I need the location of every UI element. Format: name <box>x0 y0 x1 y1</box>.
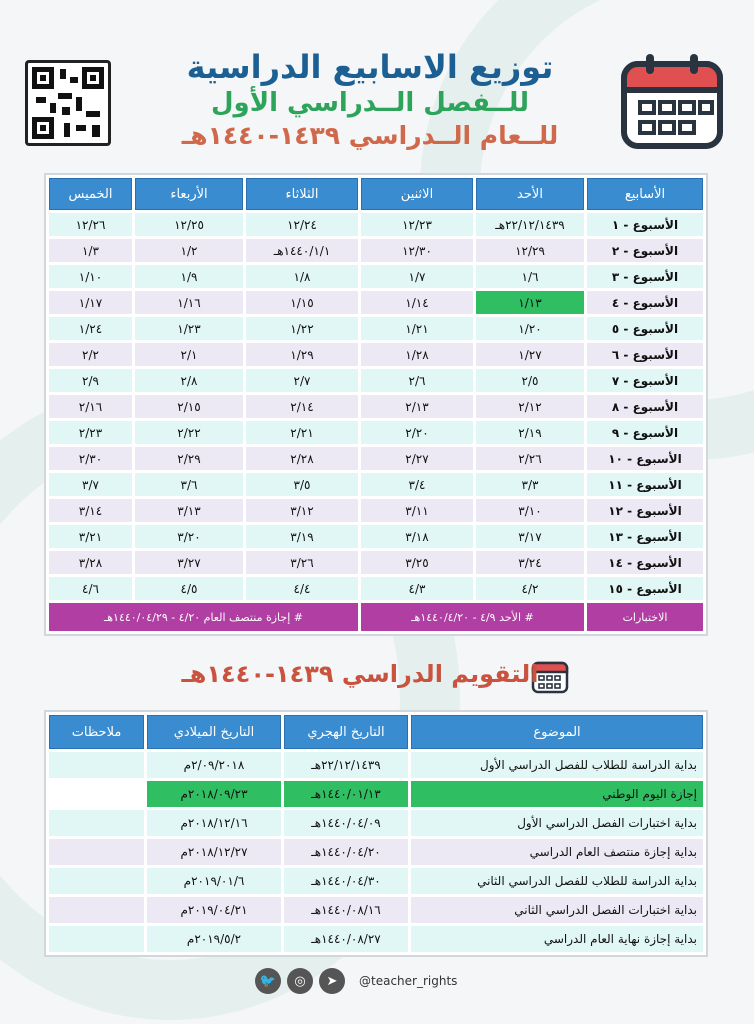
header-monday: الاثنين <box>361 178 473 210</box>
notes-cell <box>49 752 144 778</box>
date-cell: ٣/٢٦ <box>246 551 358 574</box>
date-cell: ٢/٢٣ <box>49 421 132 444</box>
hijri-date: ١٤٤٠/٠٨/٢٧هـ <box>284 926 408 952</box>
events-header-row <box>49 715 703 749</box>
notes-cell <box>49 810 144 836</box>
date-cell: ١/١٣ <box>476 291 584 314</box>
notes-cell <box>49 868 144 894</box>
date-cell: ٢/١٩ <box>476 421 584 444</box>
date-cell: ١٢/٢٤ <box>246 213 358 236</box>
date-cell: ٣/٢٧ <box>135 551 243 574</box>
title-line-1: توزيع الاسابيع الدراسية <box>186 48 554 86</box>
date-cell: ١/١٧ <box>49 291 132 314</box>
table-row <box>49 421 703 444</box>
table-row <box>49 473 703 496</box>
instagram-icon[interactable]: ◎ <box>287 968 313 994</box>
date-cell: ٣/١٩ <box>246 525 358 548</box>
weeks-header-row <box>49 178 703 210</box>
week-label: الأسبوع - ٧ <box>587 369 703 392</box>
event-topic: بداية إجازة نهاية العام الدراسي <box>411 926 703 952</box>
header-tuesday: الثلاثاء <box>246 178 358 210</box>
event-topic: بداية اختبارات الفصل الدراسي الأول <box>411 810 703 836</box>
date-cell: ٣/٧ <box>49 473 132 496</box>
date-cell: ٣/٢٤ <box>476 551 584 574</box>
date-cell: ٤/٤ <box>246 577 358 600</box>
date-cell: ٣/٢٠ <box>135 525 243 548</box>
table-row <box>49 499 703 522</box>
table-row <box>49 239 703 262</box>
date-cell: ٢/١٣ <box>361 395 473 418</box>
date-cell: ١/٢٣ <box>135 317 243 340</box>
table-row <box>49 447 703 470</box>
date-cell: ٣/١٠ <box>476 499 584 522</box>
date-cell: ٢/٩ <box>49 369 132 392</box>
notes-cell <box>49 897 144 923</box>
table-row <box>49 868 703 894</box>
date-cell: ١/٢٨ <box>361 343 473 366</box>
weeks-table <box>44 173 708 636</box>
date-cell: ٢/١ <box>135 343 243 366</box>
date-cell: ١/٢٩ <box>246 343 358 366</box>
header-wednesday: الأربعاء <box>135 178 243 210</box>
date-cell: ١/٨ <box>246 265 358 288</box>
date-cell: ١/٢٧ <box>476 343 584 366</box>
date-cell: ٤/٢ <box>476 577 584 600</box>
date-cell: ٣/٢٥ <box>361 551 473 574</box>
table-row <box>49 317 703 340</box>
title-line-3: للــعام الــدراسي ١٤٣٩-١٤٤٠هـ <box>181 121 559 150</box>
week-label: الأسبوع - ٦ <box>587 343 703 366</box>
event-topic: بداية الدراسة للطلاب للفصل الدراسي الثاني <box>411 868 703 894</box>
date-cell: ١/٢٤ <box>49 317 132 340</box>
date-cell: ١/٢٢ <box>246 317 358 340</box>
week-label: الأسبوع - ٩ <box>587 421 703 444</box>
date-cell: ٣/٦ <box>135 473 243 496</box>
date-cell: ٤/٥ <box>135 577 243 600</box>
date-cell: ٢/٦ <box>361 369 473 392</box>
hijri-date: ١٤٤٠/٠٤/٠٩هـ <box>284 810 408 836</box>
date-cell: ٢/١٤ <box>246 395 358 418</box>
qr-code <box>25 60 111 146</box>
table-row <box>49 752 703 778</box>
table-row <box>49 525 703 548</box>
date-cell: ٣/٢١ <box>49 525 132 548</box>
event-topic: بداية إجازة منتصف العام الدراسي <box>411 839 703 865</box>
date-cell: ١٢/٢٩ <box>476 239 584 262</box>
week-label: الأسبوع - ١٠ <box>587 447 703 470</box>
header-topic: الموضوع <box>411 715 703 749</box>
event-topic: بداية الدراسة للطلاب للفصل الدراسي الأول <box>411 752 703 778</box>
header-notes: ملاحظات <box>49 715 144 749</box>
calendar-icon <box>620 52 724 150</box>
header-sunday: الأحد <box>476 178 584 210</box>
date-cell: ١/١٥ <box>246 291 358 314</box>
date-cell: ١٤٤٠/١/١هـ <box>246 239 358 262</box>
week-label: الأسبوع - ١٤ <box>587 551 703 574</box>
table-row <box>49 577 703 600</box>
notes-cell <box>49 839 144 865</box>
table-row <box>49 291 703 314</box>
date-cell: ٣/٤ <box>361 473 473 496</box>
header-weeks: الأسابيع <box>587 178 703 210</box>
week-label: الأسبوع - ١ <box>587 213 703 236</box>
date-cell: ٢/٣٠ <box>49 447 132 470</box>
notes-cell <box>49 781 144 807</box>
date-cell: ٢/١٢ <box>476 395 584 418</box>
date-cell: ٤/٦ <box>49 577 132 600</box>
date-cell: ٣/١١ <box>361 499 473 522</box>
date-cell: ٢/٢١ <box>246 421 358 444</box>
table-row <box>49 213 703 236</box>
date-cell: ٢/٢٧ <box>361 447 473 470</box>
week-label: الأسبوع - ١٥ <box>587 577 703 600</box>
footer <box>255 966 457 996</box>
calendar-section-title: التقويم الدراسي ١٤٣٩-١٤٤٠هـ <box>181 660 539 688</box>
date-cell: ٢/١٥ <box>135 395 243 418</box>
header-gregorian: التاريخ الميلادي <box>147 715 281 749</box>
event-topic: بداية اختبارات الفصل الدراسي الثاني <box>411 897 703 923</box>
date-cell: ١/٢٠ <box>476 317 584 340</box>
date-cell: ١/١٤ <box>361 291 473 314</box>
gregorian-date: ٢٠١٩/٠٤/٢١م <box>147 897 281 923</box>
week-label: الأسبوع - ٣ <box>587 265 703 288</box>
exams-label: الاختبارات <box>587 603 703 631</box>
twitter-icon[interactable]: 🐦 <box>255 968 281 994</box>
header-thursday: الخميس <box>49 178 132 210</box>
date-cell: ٢/٢ <box>49 343 132 366</box>
exams-break: # إجازة منتصف العام ٤/٢٠ - ١٤٤٠/٠٤/٢٩هـ <box>49 603 358 631</box>
hijri-date: ١٤٤٠/٠١/١٣هـ <box>284 781 408 807</box>
exams-row <box>49 603 703 631</box>
date-cell: ١/٦ <box>476 265 584 288</box>
gregorian-date: ٢٠١٨/٠٩/٢٣م <box>147 781 281 807</box>
week-label: الأسبوع - ١٢ <box>587 499 703 522</box>
week-label: الأسبوع - ٥ <box>587 317 703 340</box>
week-label: الأسبوع - ٢ <box>587 239 703 262</box>
date-cell: ٤/٣ <box>361 577 473 600</box>
title-line-2: للــفصل الــدراسي الأول <box>210 88 529 118</box>
date-cell: ٢٢/١٢/١٤٣٩هـ <box>476 213 584 236</box>
date-cell: ١/١٦ <box>135 291 243 314</box>
week-label: الأسبوع - ١٣ <box>587 525 703 548</box>
week-label: الأسبوع - ٤ <box>587 291 703 314</box>
date-cell: ١/٢١ <box>361 317 473 340</box>
date-cell: ٢/١٦ <box>49 395 132 418</box>
table-row <box>49 781 703 807</box>
date-cell: ٢/٢٨ <box>246 447 358 470</box>
gregorian-date: ٢/٠٩/٢٠١٨م <box>147 752 281 778</box>
date-cell: ١/١٠ <box>49 265 132 288</box>
table-row <box>49 265 703 288</box>
table-row <box>49 343 703 366</box>
date-cell: ٣/٢٨ <box>49 551 132 574</box>
date-cell: ١٢/٢٣ <box>361 213 473 236</box>
table-row <box>49 839 703 865</box>
date-cell: ٢/٢٠ <box>361 421 473 444</box>
date-cell: ٢/٢٦ <box>476 447 584 470</box>
table-row <box>49 551 703 574</box>
date-cell: ٣/١٨ <box>361 525 473 548</box>
hijri-date: ١٤٤٠/٠٨/١٦هـ <box>284 897 408 923</box>
notes-cell <box>49 926 144 952</box>
date-cell: ١/٣ <box>49 239 132 262</box>
gregorian-date: ٢٠١٨/١٢/١٦م <box>147 810 281 836</box>
telegram-icon[interactable]: ➤ <box>319 968 345 994</box>
date-cell: ٣/٥ <box>246 473 358 496</box>
date-cell: ١/٢ <box>135 239 243 262</box>
page-title <box>150 48 590 152</box>
hijri-date: ١٤٤٠/٠٤/٢٠هـ <box>284 839 408 865</box>
table-row <box>49 810 703 836</box>
date-cell: ١/٩ <box>135 265 243 288</box>
table-row <box>49 369 703 392</box>
events-table <box>44 710 708 957</box>
social-handle[interactable]: @teacher_rights <box>359 974 458 988</box>
week-label: الأسبوع - ١١ <box>587 473 703 496</box>
date-cell: ٢/٥ <box>476 369 584 392</box>
table-row <box>49 926 703 952</box>
date-cell: ٣/١٢ <box>246 499 358 522</box>
table-row <box>49 897 703 923</box>
gregorian-date: ٢٠١٨/١٢/٢٧م <box>147 839 281 865</box>
date-cell: ١٢/٢٥ <box>135 213 243 236</box>
date-cell: ١/٧ <box>361 265 473 288</box>
date-cell: ٢/٢٢ <box>135 421 243 444</box>
date-cell: ٣/١٤ <box>49 499 132 522</box>
exams-range: # الأحد ٤/٩ - ١٤٤٠/٤/٢٠هـ <box>361 603 584 631</box>
table-row <box>49 395 703 418</box>
week-label: الأسبوع - ٨ <box>587 395 703 418</box>
header-hijri: التاريخ الهجري <box>284 715 408 749</box>
date-cell: ٣/٣ <box>476 473 584 496</box>
event-topic: إجازة اليوم الوطني <box>411 781 703 807</box>
hijri-date: ١٤٤٠/٠٤/٣٠هـ <box>284 868 408 894</box>
date-cell: ٢/٨ <box>135 369 243 392</box>
date-cell: ١٢/٢٦ <box>49 213 132 236</box>
date-cell: ١٢/٣٠ <box>361 239 473 262</box>
gregorian-date: ٢٠١٩/٠١/٦م <box>147 868 281 894</box>
date-cell: ٣/١٧ <box>476 525 584 548</box>
date-cell: ٢/٢٩ <box>135 447 243 470</box>
date-cell: ٢/٧ <box>246 369 358 392</box>
date-cell: ٣/١٣ <box>135 499 243 522</box>
gregorian-date: ٢٠١٩/٥/٢م <box>147 926 281 952</box>
hijri-date: ٢٢/١٢/١٤٣٩هـ <box>284 752 408 778</box>
